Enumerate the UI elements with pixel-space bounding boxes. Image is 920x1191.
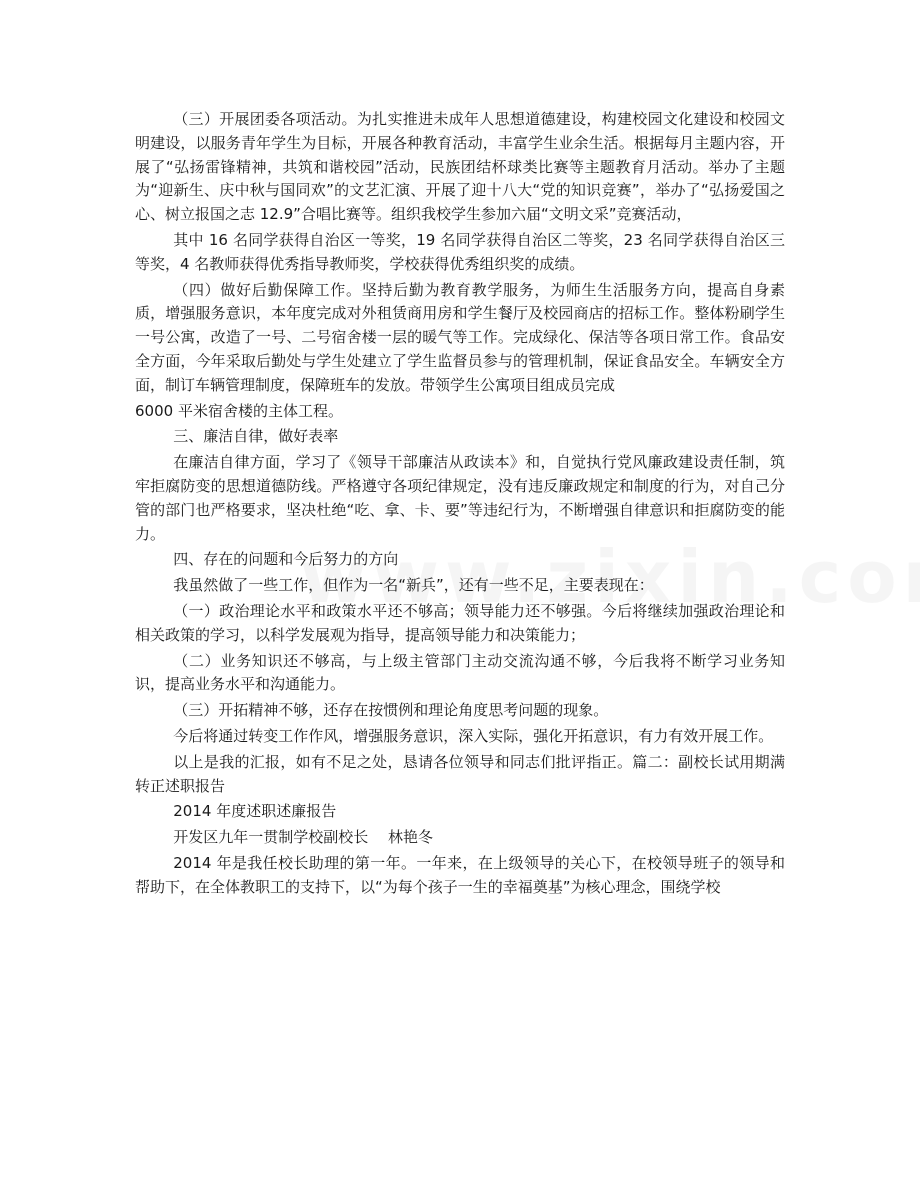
paragraph-logistics: （四）做好后勤保障工作。坚持后勤为教育教学服务，为师生生活服务方向，提高自身素质，增强服务意识，本年度完成对外租赁商用房和学生餐厅及校园商店的招标工作。整体粉刷学生一号公寓，改造了一号、二号宿舍楼一层的暖气等工作。完成绿化、保洁等各项日常工作。食品安全方面，今年采取后勤处与学生处建立了学生监督员参与的管理机制，保证食品安全。车辆安全方面，制订车辆管理制度，保障班车的发放。带领学生公寓项目组成员完成 — [135, 280, 785, 394]
paragraph-shortcoming-2: （二）业务知识还不够高，与上级主管部门主动交流沟通不够，今后我将不断学习业务知识，提高业务水平和沟通能力。 — [135, 651, 785, 694]
section-heading-problems: 四、存在的问题和今后努力的方向 — [173, 550, 399, 569]
paragraph-shortcoming-1: （一）政治理论水平和政策水平还不够高；领导能力还不够强。今后将继续加强政治理论和相关政策的学习，以科学发展观为指导，提高领导能力和决策能力； — [135, 601, 785, 644]
report-title: 2014 年度述职述廉报告 — [173, 802, 337, 821]
section-heading-integrity: 三、廉洁自律，做好表率 — [173, 427, 339, 446]
paragraph-dormitory-project: 6000 平米宿舍楼的主体工程。 — [135, 401, 343, 420]
paragraph-report-intro: 2014 年是我任校长助理的第一年。一年来，在上级领导的关心下，在校领导班子的领导和帮助下，在全体教职工的支持下，以“为每个孩子一生的幸福奠基”为核心理念，围绕学校 — [135, 853, 785, 896]
paragraph-shortcoming-3: （三）开拓精神不够，还存在按惯例和理论角度思考问题的现象。 — [173, 701, 609, 720]
report-author: 开发区九年一贯制学校副校长 林艳冬 — [173, 828, 434, 847]
paragraph-shortcomings-intro: 我虽然做了一些工作，但作为一名“新兵”，还有一些不足，主要表现在： — [173, 576, 654, 595]
document-body — [135, 108, 785, 900]
paragraph-closing: 以上是我的汇报，如有不足之处，恳请各位领导和同志们批评指正。篇二：副校长试用期满转正述职报告 — [135, 752, 785, 795]
paragraph-future-plan: 今后将通过转变工作作风，增强服务意识，深入实际，强化开拓意识，有力有效开展工作。 — [173, 726, 774, 745]
paragraph-integrity: 在廉洁自律方面，学习了《领导干部廉洁从政读本》和，自觉执行党风廉政建设责任制，筑牢拒腐防变的思想道德防线。严格遵守各项纪律规定，没有违反廉政规定和制度的行为，对自己分管的部门也严格要求，坚决杜绝“吃、拿、卡、要”等违纪行为，不断增强自律意识和拒腐防变的能力。 — [135, 453, 785, 543]
paragraph-youth-league-activities: （三）开展团委各项活动。为扎实推进未成年人思想道德建设，构建校园文化建设和校园文明建设，以服务青年学生为目标，开展各种教育活动，丰富学生业余生活。根据每月主题内容，开展了“弘扬雷锋精神，共筑和谐校园”活动，民族团结杯球类比赛等主题教育月活动。举办了主题为“迎新生、庆中秋与国同欢”的文艺汇演、开展了迎十八大“党的知识竞赛”，举办了“弘扬爱国之心、树立报国之志 12.9”合唱比赛等。组织我校学生参加六届“文明文采”竞赛活动， — [135, 110, 785, 224]
paragraph-award-results: 其中 16 名同学获得自治区一等奖，19 名同学获得自治区二等奖，23 名同学获得自治区三等奖，4 名教师获得优秀指导教师奖，学校获得优秀组织奖的成绩。 — [135, 230, 785, 273]
